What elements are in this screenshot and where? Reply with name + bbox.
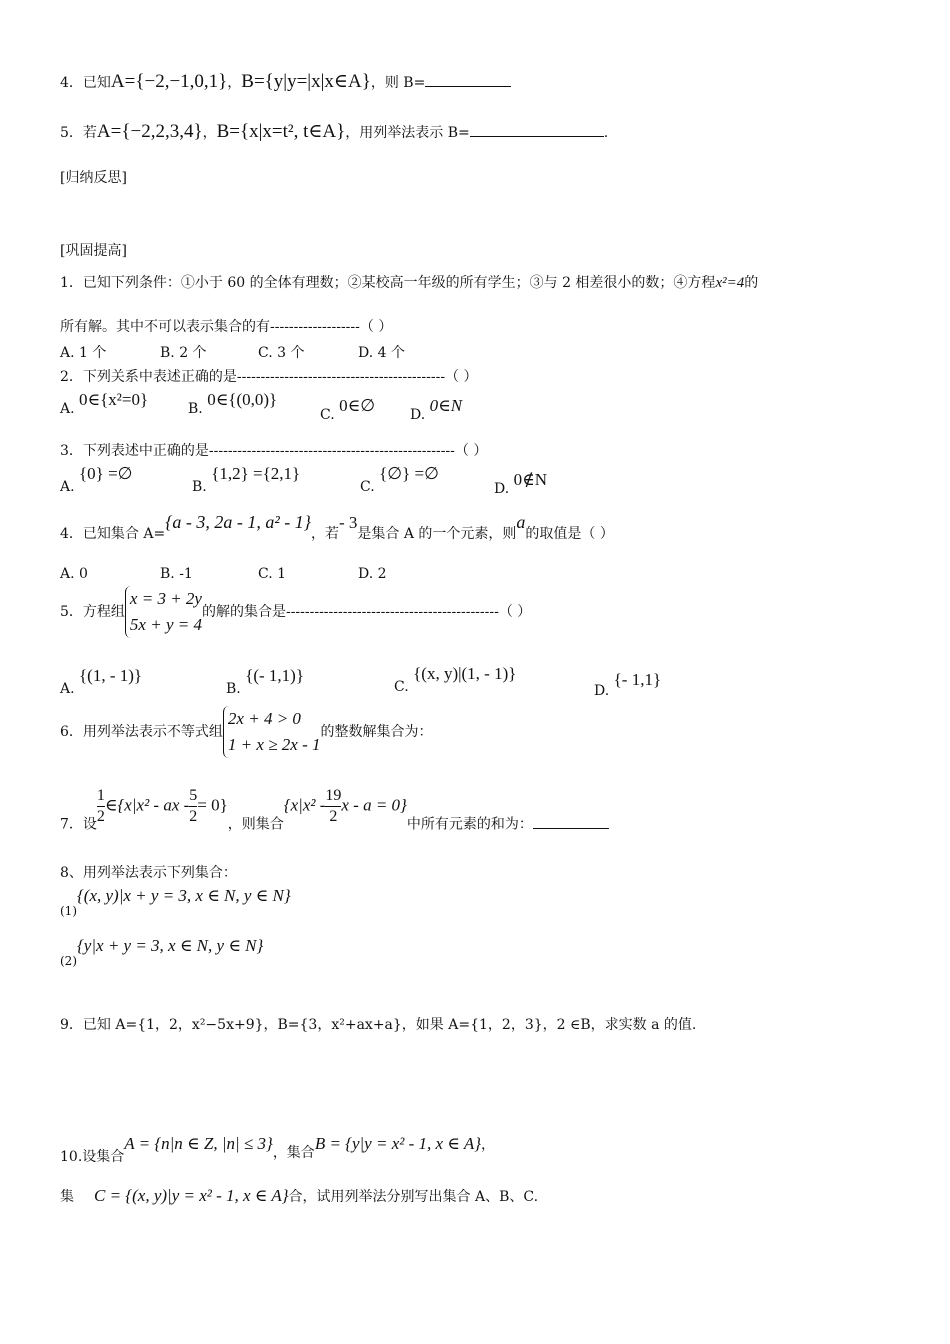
option-expression: {(1, - 1)} xyxy=(79,666,143,685)
set-b-expression: B={x|x=t², t∈A} xyxy=(216,121,346,142)
option-expression: {(x, y)|(1, - 1)} xyxy=(413,664,517,683)
question-number: 5．若 xyxy=(60,125,97,141)
option-a[interactable] xyxy=(60,464,132,495)
question-number: 4．已知 xyxy=(60,75,111,91)
stem-text: ，若 xyxy=(310,526,339,542)
denominator: 2 xyxy=(329,808,338,825)
option-label: B. xyxy=(226,681,241,697)
stem-text: 是集合 A 的一个元素，则 xyxy=(357,526,517,542)
separator: ， xyxy=(202,125,217,141)
problem-1-stem xyxy=(60,272,758,292)
stem-text: 的取值是（ ） xyxy=(525,526,614,542)
answer-blank[interactable] xyxy=(533,814,609,829)
answer-blank[interactable] xyxy=(425,72,511,87)
section-consolidate-heading: [巩固提高] xyxy=(60,243,127,259)
stem-text: 合，试用列举法分别写出集合 A、B、C. xyxy=(288,1189,539,1205)
option-label: B. xyxy=(192,479,207,495)
option-expression: {(- 1,1)} xyxy=(245,666,305,685)
inequality-system xyxy=(223,706,321,758)
option-c[interactable] xyxy=(320,396,375,423)
problem-5-stem xyxy=(60,586,531,638)
stem-text: 1．已知下列条件：①小于 60 的全体有理数；②某校高一年级的所有学生；③与 2 相差很小的数；④方程 xyxy=(60,275,716,291)
stem-text: 6．用列举法表示不等式组 xyxy=(60,724,223,740)
equation: x²=4 xyxy=(715,275,745,291)
numerator: 19 xyxy=(325,786,341,807)
option-a[interactable]: A. 0 xyxy=(60,566,88,582)
option-expression: 0∈{x²=0} xyxy=(79,390,149,409)
option-expression: {- 1,1} xyxy=(613,670,662,689)
set-expression: {y|x + y = 3, x ∈ N, y ∈ N} xyxy=(77,936,264,955)
answer-blank[interactable] xyxy=(470,122,604,137)
stem-text: ，集合 xyxy=(272,1145,315,1161)
equation-1: x = 3 + 2y xyxy=(129,589,202,608)
set-a-expression: A = {n|n ∈ Z, |n| ≤ 3} xyxy=(124,1134,273,1153)
equation-2: 5x + y = 4 xyxy=(129,615,202,634)
denominator: 2 xyxy=(189,808,198,825)
option-d[interactable] xyxy=(594,670,661,699)
numerator: 5 xyxy=(189,786,197,807)
option-b[interactable]: B. 2 个 xyxy=(160,345,207,361)
variable: a xyxy=(516,512,526,532)
option-label: D. xyxy=(494,481,510,497)
set-expression-end: x - a = 0} xyxy=(341,795,407,815)
option-b[interactable] xyxy=(188,390,277,417)
stem-text: 的解的集合是---------------------------------------------（ ） xyxy=(201,604,532,620)
option-d[interactable] xyxy=(410,396,462,423)
option-label: C. xyxy=(394,679,409,695)
denominator: 2 xyxy=(96,808,105,825)
option-expression: 0∈{(0,0)} xyxy=(207,390,278,409)
problem-8-stem: 8、用列举法表示下列集合： xyxy=(60,865,237,881)
option-b[interactable]: B. -1 xyxy=(160,566,193,582)
question-tail: ，则 B= xyxy=(370,75,426,91)
option-a[interactable] xyxy=(60,390,148,417)
option-expression: 0∉N xyxy=(513,470,548,489)
problem-10-stem-line2 xyxy=(60,1186,538,1206)
option-label: A. xyxy=(60,401,75,417)
option-expression: {∅} =∅ xyxy=(379,464,439,483)
problem-4-stem xyxy=(60,512,614,543)
option-c[interactable]: C. 1 xyxy=(258,566,287,582)
value-expression: - 3 xyxy=(338,513,358,532)
set-expression: ∈{x|x² - ax - xyxy=(104,795,190,815)
problem-10-stem xyxy=(60,1134,495,1166)
problem-8-item-1 xyxy=(60,886,291,918)
separator: ， xyxy=(481,1137,496,1153)
option-d[interactable]: D. 2 xyxy=(358,566,387,582)
option-label: C. xyxy=(320,407,335,423)
option-label: C. xyxy=(360,479,375,495)
option-expression: {1,2} ={2,1} xyxy=(211,464,301,483)
option-d[interactable] xyxy=(494,470,547,497)
stem-text: 4．已知集合 A= xyxy=(60,526,166,542)
option-label: D. xyxy=(410,407,426,423)
numerator: 1 xyxy=(97,786,105,807)
stem-text: 的整数解集合为： xyxy=(320,724,433,740)
problem-2-stem: 2．下列关系中表述正确的是--------------------------------------------（ ） xyxy=(60,369,478,385)
set-c-expression: C = {(x, y)|y = x² - 1, x ∈ A} xyxy=(94,1186,289,1205)
fraction-nineteen-halves xyxy=(325,786,341,827)
option-expression: 0∈∅ xyxy=(339,396,376,415)
question-4-top xyxy=(60,70,511,93)
stem-end: 的 xyxy=(744,275,759,291)
set-b-expression: B = {y|y = x² - 1, x ∈ A} xyxy=(314,1134,482,1153)
option-c[interactable]: C. 3 个 xyxy=(258,345,305,361)
problem-9-stem: 9．已知 A={1，2，x²−5x+9}，B={3，x²+ax+a}，如果 A={1，2，3}，2 ∈B，求实数 a 的值. xyxy=(60,1017,697,1033)
question-5-top xyxy=(60,120,608,143)
question-tail: ，用列举法表示 B= xyxy=(345,125,470,141)
option-a[interactable]: A. 1 个 xyxy=(60,345,107,361)
set-expression: {(x, y)|x + y = 3, x ∈ N, y ∈ N} xyxy=(77,886,291,905)
problem-1-stem-line2: 所有解。其中不可以表示集合的有-------------------（ ） xyxy=(60,319,393,335)
problem-8-item-2 xyxy=(60,936,263,968)
set-b-expression: B={y|y=|x|x∈A} xyxy=(241,71,371,92)
section-reflect-heading: [归纳反思] xyxy=(60,170,127,186)
equation-system xyxy=(125,586,202,638)
stem-text: 集 xyxy=(60,1189,74,1205)
option-label: A. xyxy=(60,479,75,495)
problem-3-stem: 3．下列表述中正确的是----------------------------------------------------（ ） xyxy=(60,443,488,459)
set-a-expression: A={−2,2,3,4} xyxy=(96,121,203,142)
stem-text: 5．方程组 xyxy=(60,604,125,620)
item-label: (2) xyxy=(60,954,77,968)
separator: ， xyxy=(227,75,242,91)
option-b[interactable] xyxy=(226,666,304,697)
option-c[interactable] xyxy=(360,464,439,495)
option-a[interactable] xyxy=(60,666,142,697)
inequality-2: 1 + x ≥ 2x - 1 xyxy=(227,735,321,754)
stem-text: 中所有元素的和为： xyxy=(406,816,533,833)
fraction-one-half xyxy=(97,786,105,827)
stem-text: 10.设集合 xyxy=(60,1149,125,1165)
stem-text: 7．设 xyxy=(60,816,97,833)
inequality-1: 2x + 4 > 0 xyxy=(227,709,301,728)
option-label: A. xyxy=(60,681,75,697)
option-label: B. xyxy=(188,401,203,417)
stem-text: ，则集合 xyxy=(227,816,284,833)
problem-6-stem xyxy=(60,706,432,758)
option-c[interactable] xyxy=(394,664,516,695)
period: . xyxy=(603,125,609,141)
option-d[interactable]: D. 4 个 xyxy=(358,345,405,361)
set-expression-end: = 0} xyxy=(197,795,228,815)
item-label: (1) xyxy=(60,904,77,918)
option-b[interactable] xyxy=(192,464,300,495)
option-expression: {0} =∅ xyxy=(79,464,133,483)
option-expression: 0∈N xyxy=(429,396,463,415)
set-a-expression: A={−2,−1,0,1} xyxy=(110,71,228,92)
option-label: D. xyxy=(594,683,610,699)
set-expression: {a - 3, 2a - 1, a² - 1} xyxy=(165,512,311,532)
set-expression: {x|x² - xyxy=(283,795,326,815)
problem-7-stem xyxy=(60,786,609,834)
